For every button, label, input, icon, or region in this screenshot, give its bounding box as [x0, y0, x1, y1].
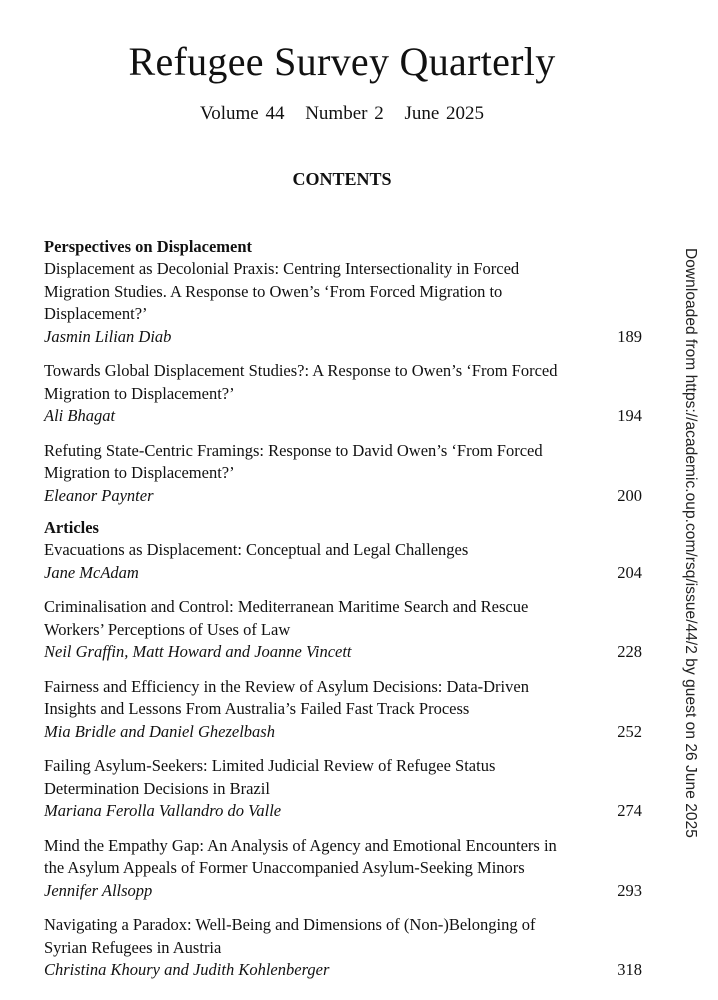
- contents-heading: CONTENTS: [292, 169, 392, 189]
- entry-authors: Christina Khoury and Judith Kohlenberger: [44, 960, 330, 979]
- toc-section-perspectives: [44, 236, 642, 507]
- toc-entry[interactable]: [44, 258, 642, 348]
- entry-authors: Ali Bhagat: [44, 406, 116, 425]
- entry-title[interactable]: Evacuations as Displacement: Conceptual and Legal Challenges: [44, 540, 469, 559]
- entry-authors: Mia Bridle and Daniel Ghezelbash: [44, 721, 275, 741]
- toc-entry[interactable]: [44, 835, 642, 903]
- toc-entry[interactable]: [44, 539, 642, 584]
- section-title: Articles: [44, 518, 99, 537]
- entry-title[interactable]: Criminalisation and Control: Mediterranean Maritime Search and Rescue Workers’ Perceptions of Uses of Law: [44, 597, 529, 639]
- entry-authors: Jane McAdam: [44, 562, 139, 582]
- issue-date: June 2025: [404, 103, 485, 124]
- toc-section-articles: [44, 517, 642, 982]
- table-of-contents: [44, 236, 642, 982]
- entry-page-number: 318: [617, 960, 642, 979]
- toc-entry[interactable]: [44, 360, 642, 428]
- entry-title[interactable]: Towards Global Displacement Studies?: A Response to Owen’s ‘From Forced Migration to Displacement?’: [44, 361, 558, 403]
- entry-page-number: 194: [617, 406, 642, 425]
- toc-entry[interactable]: [44, 914, 642, 982]
- entry-title[interactable]: Navigating a Paradox: Well-Being and Dimensions of (Non-)Belonging of Syrian Refugees in Austria: [44, 915, 536, 957]
- entry-authors: Jasmin Lilian Diab: [44, 326, 172, 346]
- entry-page-number: 274: [617, 801, 642, 820]
- entry-authors: Mariana Ferolla Vallandro do Valle: [44, 801, 282, 820]
- entry-title[interactable]: Failing Asylum-Seekers: Limited Judicial Review of Refugee Status Determination Decisions in Brazil: [44, 756, 496, 798]
- entry-page-number: 228: [617, 642, 642, 661]
- section-title: Perspectives on Displacement: [44, 237, 253, 256]
- entry-page-number: 189: [617, 326, 642, 346]
- number-label: Number 2: [305, 103, 384, 124]
- entry-title[interactable]: Fairness and Efficiency in the Review of Asylum Decisions: Data-Driven Insights and Lessons From Australia’s Failed Fast Track Process: [44, 676, 529, 718]
- issue-info: [0, 103, 684, 125]
- entry-title[interactable]: Refuting State-Centric Framings: Response to David Owen’s ‘From Forced Migration to Displacement?’: [44, 440, 543, 482]
- toc-entry[interactable]: [44, 755, 642, 823]
- entry-authors: Eleanor Paynter: [44, 485, 154, 505]
- entry-page-number: 252: [617, 721, 642, 741]
- entry-title[interactable]: Mind the Empathy Gap: An Analysis of Agency and Emotional Encounters in the Asylum Appeals of Former Unaccompanied Asylum-Seeking Minors: [44, 835, 557, 877]
- toc-entry[interactable]: [44, 676, 642, 744]
- entry-title[interactable]: Displacement as Decolonial Praxis: Centring Intersectionality in Forced Migration Studies. A Response to Owen’s ‘From Forced Migration to Displacement?’: [44, 259, 520, 323]
- journal-title: Refugee Survey Quarterly: [128, 39, 556, 84]
- entry-authors: Jennifer Allsopp: [44, 880, 153, 900]
- toc-entry[interactable]: [44, 440, 642, 508]
- volume-label: Volume 44: [199, 103, 285, 124]
- entry-page-number: 204: [617, 562, 642, 582]
- download-watermark: Downloaded from https://academic.oup.com/rsq/issue/44/2 by guest on 26 June 2025: [682, 248, 699, 838]
- entry-page-number: 200: [617, 485, 642, 505]
- entry-page-number: 293: [617, 880, 642, 900]
- toc-entry[interactable]: [44, 596, 642, 664]
- entry-authors: Neil Graffin, Matt Howard and Joanne Vincett: [44, 642, 352, 661]
